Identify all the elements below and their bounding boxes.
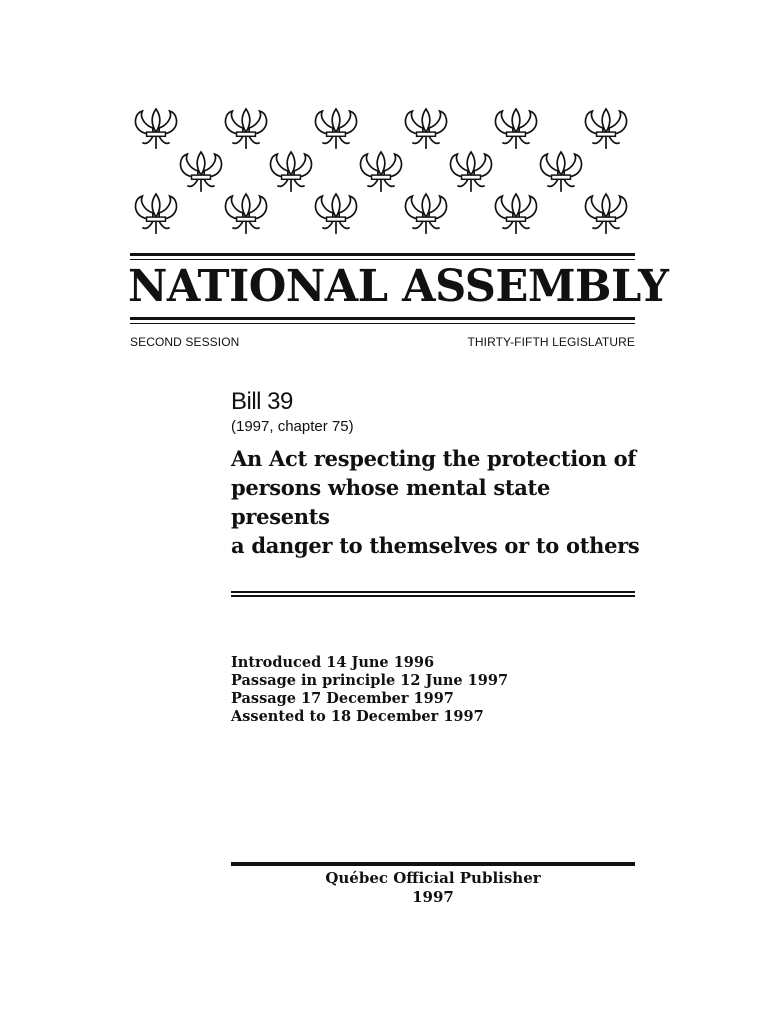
fleur-de-lis-icon [135, 109, 176, 149]
header-bottom-rule [130, 317, 635, 320]
fleur-de-lis-icon [225, 109, 266, 149]
session-label: SECOND SESSION [130, 335, 240, 349]
fleur-de-lis-icon [405, 109, 446, 149]
bill-chapter: (1997, chapter 75) [231, 418, 354, 435]
stage-passage-in-principle: Passage in principle 12 June 1997 [231, 672, 509, 689]
fleur-de-lis-icon [180, 152, 221, 192]
publisher-rule [231, 862, 635, 866]
stage-passage: Passage 17 December 1997 [231, 690, 454, 707]
header-bottom-rule-thin [130, 323, 635, 324]
publisher-block [231, 869, 635, 907]
publication-year: 1997 [412, 888, 454, 906]
fleur-de-lis-icon [540, 152, 581, 192]
bill-title-line: persons whose mental state presents [231, 475, 551, 529]
fleur-de-lis-icon [315, 194, 356, 234]
fleur-de-lis-icon [225, 194, 266, 234]
fleur-de-lis-icon [450, 152, 491, 192]
header-top-rule [130, 253, 635, 256]
section-divider [231, 591, 635, 593]
fleur-de-lis-icon [135, 194, 176, 234]
section-divider-2 [231, 595, 635, 597]
assembly-title: NATIONAL ASSEMBLY [128, 261, 669, 312]
legislative-stages [231, 654, 508, 726]
fleur-de-lis-icon [585, 109, 626, 149]
fleur-de-lis-icon [360, 152, 401, 192]
bill-title-line: a danger to themselves or to others [231, 533, 640, 558]
bill-number: Bill 39 [231, 388, 293, 415]
stage-introduced: Introduced 14 June 1996 [231, 654, 435, 671]
fleur-de-lis-icon [315, 109, 356, 149]
fleur-de-lis-icon [585, 194, 626, 234]
bill-title-line: An Act respecting the protection of [231, 446, 637, 471]
fleur-de-lis-icon [495, 194, 536, 234]
fleur-de-lis-icon [405, 194, 446, 234]
fleur-de-lis-pattern [130, 100, 635, 250]
publisher-name: Québec Official Publisher [325, 869, 541, 887]
stage-assented: Assented to 18 December 1997 [231, 708, 484, 725]
legislature-label: THIRTY-FIFTH LEGISLATURE [467, 335, 635, 349]
bill-title [231, 444, 651, 560]
fleur-de-lis-icon [270, 152, 311, 192]
fleur-de-lis-icon [495, 109, 536, 149]
